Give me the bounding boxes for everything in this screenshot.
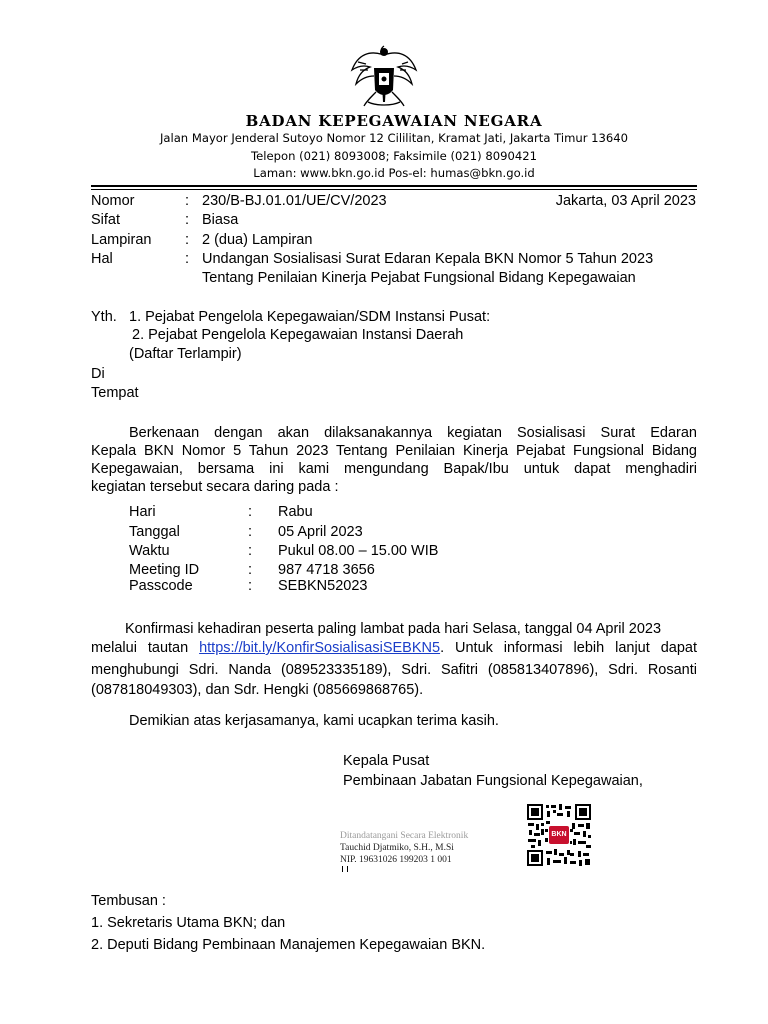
schedule-value: SEBKN52023 xyxy=(278,578,368,594)
nomor-value: 230/B-BJ.01.01/UE/CV/2023 xyxy=(202,193,387,209)
schedule-value: Pukul 08.00 – 15.00 WIB xyxy=(278,543,439,559)
schedule-colon: : xyxy=(248,524,253,540)
schedule-colon: : xyxy=(248,543,253,559)
addressee-line2: 2. Pejabat Pengelola Kepegawaian Instansi Daerah xyxy=(132,327,464,343)
qr-badge-text: BKN xyxy=(551,831,567,838)
schedule-colon: : xyxy=(248,562,253,578)
qr-code xyxy=(526,803,592,867)
di-label: Di xyxy=(91,366,105,382)
hal-label: Hal xyxy=(91,251,113,267)
tempat-label: Tempat xyxy=(91,385,139,401)
body-p2-line2-pre: melalui tautan xyxy=(91,640,200,656)
schedule-value: Rabu xyxy=(278,504,313,520)
schedule-label: Tanggal xyxy=(129,524,180,540)
yth-label: Yth. xyxy=(91,309,117,325)
cc-item: 2. Deputi Bidang Pembinaan Manajemen Kepegawaian BKN. xyxy=(91,937,486,953)
closing-sentence: Demikian atas kerjasamanya, kami ucapkan terima kasih. xyxy=(129,713,499,729)
garuda-emblem xyxy=(346,40,422,110)
small-mark-icon xyxy=(342,866,348,872)
body-p1-line2: Kepala BKN Nomor 5 Tahun 2023 Tentang Penilaian Kinerja Pejabat Fungsional Bidang xyxy=(91,443,697,459)
schedule-label: Meeting ID xyxy=(129,562,200,578)
cc-item: 1. Sekretaris Utama BKN; dan xyxy=(91,915,286,931)
schedule-label: Passcode xyxy=(129,578,193,594)
nomor-label: Nomor xyxy=(91,193,135,209)
schedule-label: Waktu xyxy=(129,543,170,559)
signer-name: Tauchid Djatmiko, S.H., M.Si xyxy=(340,843,454,853)
body-p2-line1: Konfirmasi kehadiran peserta paling lambat pada hari Selasa, tanggal 04 April 2023 xyxy=(125,621,662,637)
schedule-value: 05 April 2023 xyxy=(278,524,363,540)
body-p2-line3: menghubungi Sdri. Nanda (089523335189), Sdri. Safitri (085813407896), Sdri. Rosanti xyxy=(91,662,697,678)
body-p2-line2 xyxy=(91,640,697,656)
institution-phone-fax: Telepon (021) 8093008; Faksimile (021) 8090421 xyxy=(251,149,537,163)
confirmation-link[interactable]: https://bit.ly/KonfirSosialisasiSEBKN5 xyxy=(199,640,441,656)
schedule-colon: : xyxy=(248,578,253,594)
letterhead-divider-thin xyxy=(91,189,697,190)
hal-colon: : xyxy=(185,251,190,267)
sifat-colon: : xyxy=(185,212,190,228)
signer-nip: NIP. 19631026 199203 1 001 xyxy=(340,855,452,865)
schedule-value: 987 4718 3656 xyxy=(278,562,375,578)
body-p2-line4: (087818049303), dan Sdr. Hengki (085669868765). xyxy=(91,682,424,698)
letter-date: Jakarta, 03 April 2023 xyxy=(555,193,696,209)
sifat-label: Sifat xyxy=(91,212,121,228)
addressee-line3: (Daftar Terlampir) xyxy=(129,346,242,362)
lampiran-label: Lampiran xyxy=(91,232,152,248)
sifat-value: Biasa xyxy=(202,212,239,228)
schedule-colon: : xyxy=(248,504,253,520)
nomor-colon: : xyxy=(185,193,190,209)
signer-title-line1: Kepala Pusat xyxy=(343,753,430,769)
body-p1-line4: kegiatan tersebut secara daring pada : xyxy=(91,479,339,495)
institution-name: BADAN KEPEGAWAIAN NEGARA xyxy=(245,112,543,130)
addressee-line1: 1. Pejabat Pengelola Kepegawaian/SDM Instansi Pusat: xyxy=(129,309,491,325)
esign-note: Ditandatangani Secara Elektronik xyxy=(340,831,469,841)
letterhead-divider-thick xyxy=(91,185,697,187)
institution-web-email: Laman: www.bkn.go.id Pos-el: humas@bkn.go.id xyxy=(253,166,535,180)
cc-heading: Tembusan : xyxy=(91,893,166,909)
schedule-label: Hari xyxy=(129,504,156,520)
institution-address: Jalan Mayor Jenderal Sutoyo Nomor 12 Cililitan, Kramat Jati, Jakarta Timur 13640 xyxy=(159,131,629,145)
hal-value-line1: Undangan Sosialisasi Surat Edaran Kepala BKN Nomor 5 Tahun 2023 xyxy=(202,251,654,267)
lampiran-value: 2 (dua) Lampiran xyxy=(202,232,313,248)
body-p2-line2-post: . Untuk informasi lebih lanjut dapat xyxy=(440,640,697,656)
body-p1-line3: Kepegawaian, bersama ini kami mengundang Bapak/Ibu untuk dapat menghadiri xyxy=(91,461,697,477)
signer-title-line2: Pembinaan Jabatan Fungsional Kepegawaian, xyxy=(343,773,643,789)
body-p1-line1: Berkenaan dengan akan dilaksanakannya kegiatan Sosialisasi Surat Edaran xyxy=(129,425,697,441)
lampiran-colon: : xyxy=(185,232,190,248)
hal-value-line2: Tentang Penilaian Kinerja Pejabat Fungsional Bidang Kepegawaian xyxy=(202,270,636,286)
